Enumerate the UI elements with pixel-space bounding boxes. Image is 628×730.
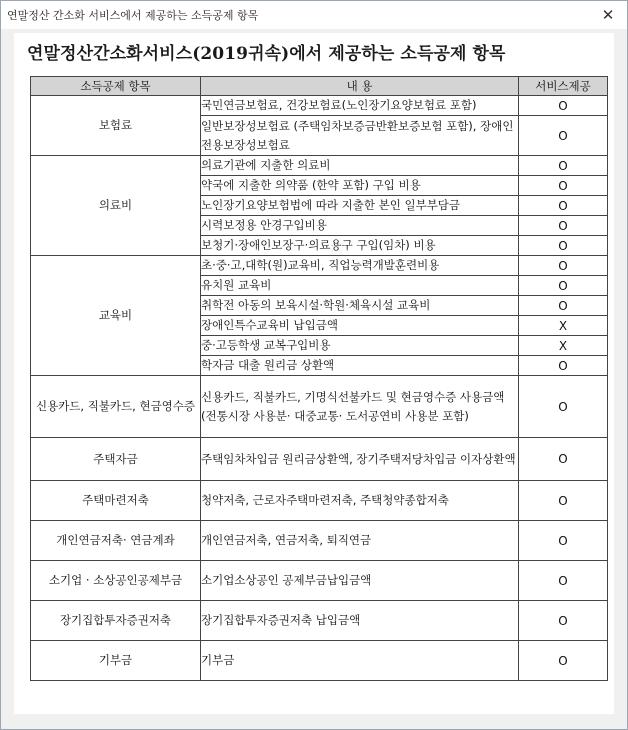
service-mark-cell: O [519, 561, 608, 601]
content-cell: 소기업소상공인 공제부금납입금액 [201, 561, 519, 601]
service-mark-cell: O [519, 276, 608, 296]
content-cell: 학자금 대출 원리금 상환액 [201, 356, 519, 376]
content-cell: 의료기관에 지출한 의료비 [201, 156, 519, 176]
content-cell: 개인연금저축, 연금저축, 퇴직연금 [201, 521, 519, 561]
content-cell: 취학전 아동의 보육시설·학원·체육시설 교육비 [201, 296, 519, 316]
content-panel [14, 33, 614, 714]
content-cell: 약국에 지출한 의약품 (한약 포함) 구입 비용 [201, 176, 519, 196]
content-cell: 노인장기요양보험법에 따라 지출한 본인 일부부담금 [201, 196, 519, 216]
content-cell: 유치원 교육비 [201, 276, 519, 296]
content-cell: 국민연금보험료, 건강보험료(노인장기요양보험료 포함) [201, 96, 519, 116]
title-bar [1, 1, 627, 29]
service-mark-cell: O [519, 116, 608, 156]
table-row [31, 438, 608, 481]
service-mark-cell: O [519, 176, 608, 196]
table-row [31, 641, 608, 681]
header-service: 서비스제공 [519, 77, 608, 96]
service-mark-cell: O [519, 196, 608, 216]
table-row [31, 521, 608, 561]
service-mark-cell: O [519, 236, 608, 256]
content-cell: 초·중·고,대학(원)교육비, 직업능력개발훈련비용 [201, 256, 519, 276]
header-category: 소득공제 항목 [31, 77, 201, 96]
table-row [31, 96, 608, 116]
content-cell: 시력보정용 안경구입비용 [201, 216, 519, 236]
service-mark-cell: O [519, 96, 608, 116]
page-title: 연말정산간소화서비스(2019귀속)에서 제공하는 소득공제 항목 [27, 44, 506, 64]
content-cell: 주택임차차입금 원리금상환액, 장기주택저당차입금 이자상환액 [201, 438, 519, 481]
service-mark-cell: O [519, 521, 608, 561]
category-cell: 교육비 [31, 256, 201, 376]
category-cell: 기부금 [31, 641, 201, 681]
content-cell: 장기집합투자증권저축 납입금액 [201, 601, 519, 641]
content-cell: 보청기·장애인보장구·의료용구 구입(임차) 비용 [201, 236, 519, 256]
service-mark-cell: O [519, 296, 608, 316]
category-cell: 개인연금저축· 연금계좌 [31, 521, 201, 561]
category-cell: 주택마련저축 [31, 481, 201, 521]
close-icon[interactable]: ✕ [601, 6, 615, 24]
service-mark-cell: O [519, 438, 608, 481]
content-cell: 일반보장성보험료 (주택임차보증금반환보증보험 포함), 장애인전용보장성보험료 [201, 116, 519, 156]
window-title: 연말정산 간소화 서비스에서 제공하는 소득공제 항목 [7, 9, 259, 22]
category-cell: 장기집합투자증권저축 [31, 601, 201, 641]
table-header-row [31, 77, 608, 96]
service-mark-cell: X [519, 316, 608, 336]
content-cell: 장애인특수교육비 납입금액 [201, 316, 519, 336]
category-cell: 신용카드, 직불카드, 현금영수증 [31, 376, 201, 438]
category-cell: 소기업 · 소상공인공제부금 [31, 561, 201, 601]
service-mark-cell: O [519, 356, 608, 376]
table-row [31, 601, 608, 641]
table-row [31, 156, 608, 176]
table-body [31, 96, 608, 681]
service-mark-cell: O [519, 216, 608, 236]
category-cell: 의료비 [31, 156, 201, 256]
service-mark-cell: O [519, 481, 608, 521]
table-row [31, 561, 608, 601]
table-row [31, 376, 608, 438]
category-cell: 보험료 [31, 96, 201, 156]
service-mark-cell: O [519, 601, 608, 641]
content-cell: 기부금 [201, 641, 519, 681]
deduction-table [30, 76, 608, 681]
content-cell: 청약저축, 근로자주택마련저축, 주택청약종합저축 [201, 481, 519, 521]
service-mark-cell: X [519, 336, 608, 356]
service-mark-cell: O [519, 641, 608, 681]
header-content: 내 용 [201, 77, 519, 96]
service-mark-cell: O [519, 256, 608, 276]
category-cell: 주택자금 [31, 438, 201, 481]
service-mark-cell: O [519, 156, 608, 176]
table-row [31, 256, 608, 276]
table-row [31, 481, 608, 521]
content-cell: 신용카드, 직불카드, 기명식선불카드 및 현금영수증 사용금액(전통시장 사용분· 대중교통· 도서공연비 사용분 포함) [201, 376, 519, 438]
service-mark-cell: O [519, 376, 608, 438]
content-cell: 중·고등학생 교복구입비용 [201, 336, 519, 356]
